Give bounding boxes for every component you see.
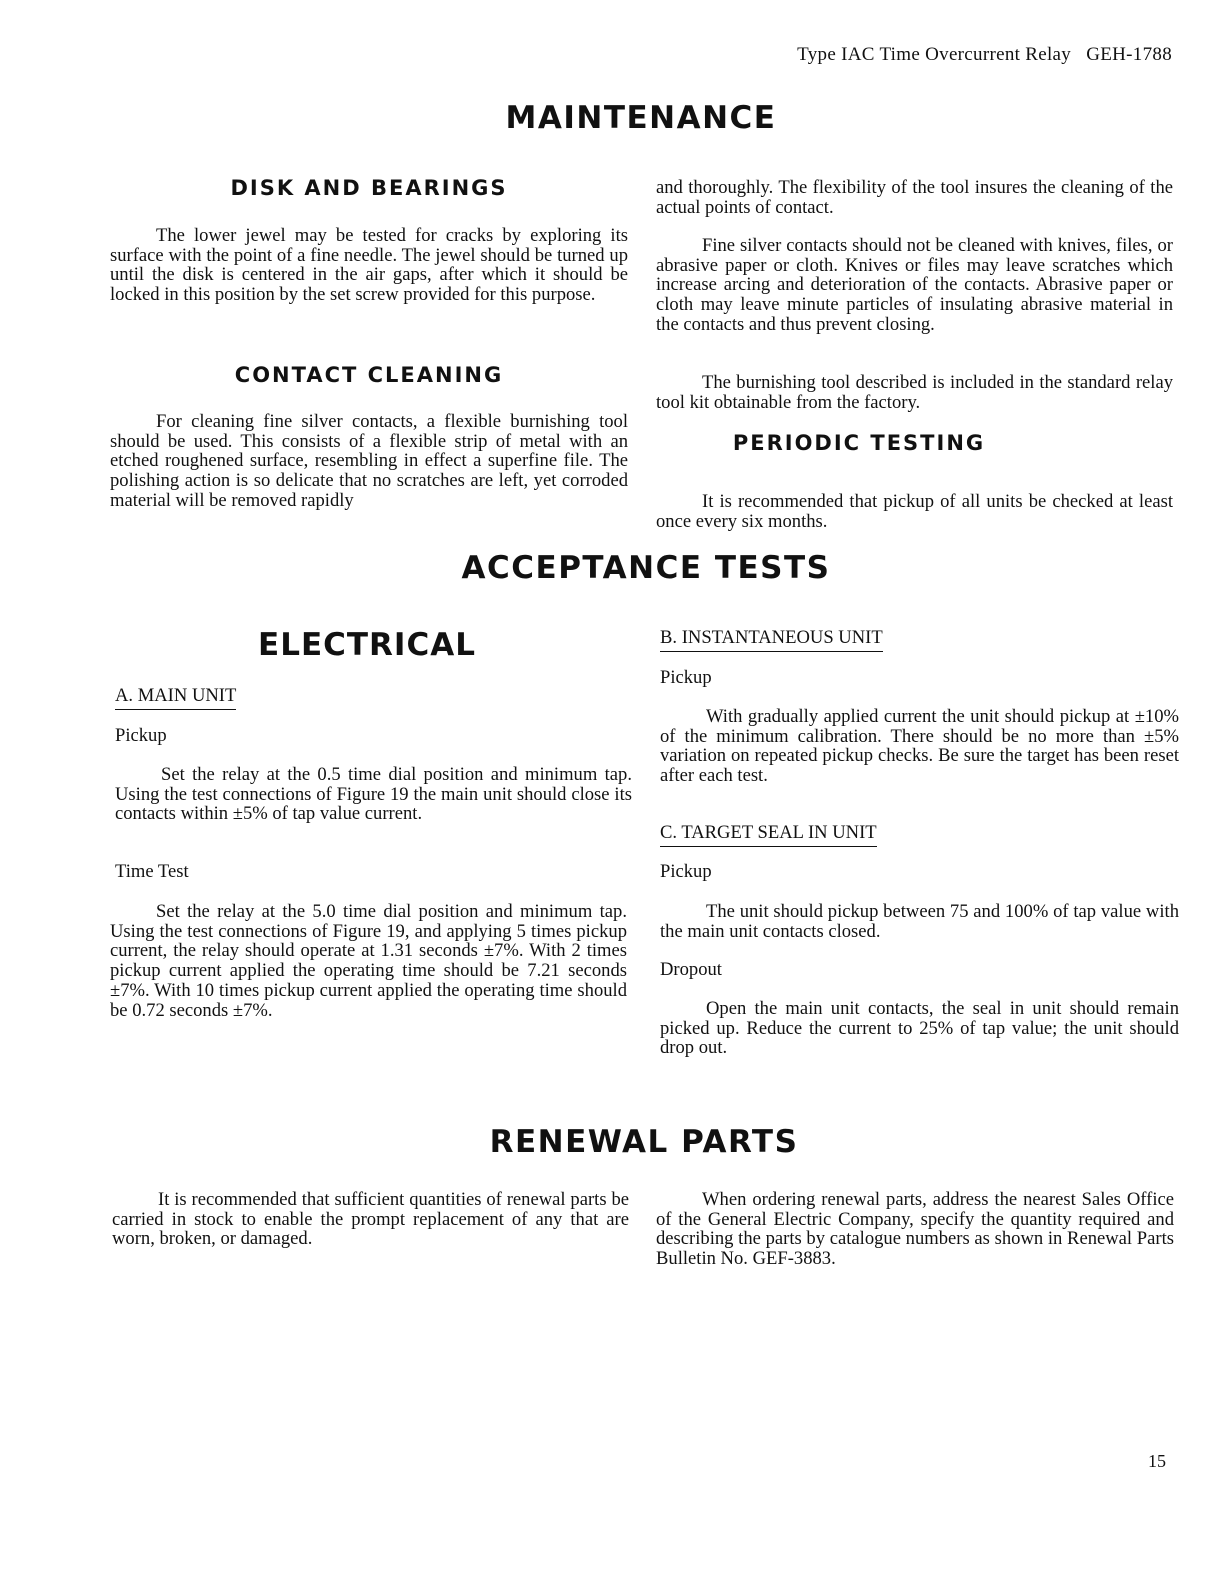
contact-cleaning-text: For cleaning fine silver contacts, a flexible burnishing tool should be used. This consists of a flexible strip of metal with an etched roughened surface, resembling in effect a superfine file. The polishing action is so delicate that no scratches are left, yet corroded material will be removed rapidly <box>110 411 628 511</box>
renewal-parts-text-right: When ordering renewal parts, address the nearest Sales Office of the General Electric Company, specify the quantity required and describing the parts by catalogue numbers as shown in Renewal Parts Bulletin No. GEF-3883. <box>656 1189 1174 1270</box>
renewal-parts-title: RENEWAL PARTS <box>489 1124 799 1160</box>
target-dropout-text: Open the main unit contacts, the seal in unit should remain picked up. Reduce the current to 25% of tap value; the unit should drop out. <box>660 998 1179 1059</box>
periodic-testing-heading: PERIODIC TESTING <box>732 431 986 455</box>
instantaneous-pickup-text: With gradually applied current the unit should pickup at ±10% of the minimum calibration. There should be no more than ±5% variation on repeated pickup checks. Be sure the target has been reset after each test. <box>660 706 1179 787</box>
target-pickup-label: Pickup <box>660 861 712 882</box>
time-test-text: Set the relay at the 5.0 time dial position and minimum tap. Using the test connections of Figure 19, and applying 5 times pickup current, the relay should operate at 1.31 seconds ±7%. With 2 times pickup current applied the operating time should be 7.21 seconds ±7%. With 10 times pickup current applied the operating time should be 0.72 seconds ±7%. <box>110 901 627 1021</box>
target-seal-heading-text: C. TARGET SEAL IN UNIT <box>660 823 877 847</box>
maintenance-title: MAINTENANCE <box>505 100 777 136</box>
main-unit-heading <box>115 686 236 710</box>
electrical-heading: ELECTRICAL <box>258 627 476 663</box>
periodic-testing-text: It is recommended that pickup of all units be checked at least once every six months. <box>656 491 1173 532</box>
acceptance-tests-title: ACCEPTANCE TESTS <box>461 550 831 586</box>
contact-cleaning-continued: and thoroughly. The flexibility of the tool insures the cleaning of the actual points of contact. <box>656 177 1173 218</box>
running-header: Type IAC Time Overcurrent Relay GEH-1788 <box>797 44 1172 65</box>
instantaneous-unit-heading-text: B. INSTANTANEOUS UNIT <box>660 628 883 652</box>
instantaneous-pickup-label: Pickup <box>660 667 712 688</box>
contact-cleaning-text-3: The burnishing tool described is included in the standard relay tool kit obtainable from the factory. <box>656 372 1173 413</box>
contact-cleaning-text-2: Fine silver contacts should not be cleaned with knives, files, or abrasive paper or cloth. Knives or files may leave scratches which increase arcing and deterioration of the contacts. Abrasive paper or cloth may leave minute particles of insulating abrasive material in the contacts and thus prevent closing. <box>656 235 1173 335</box>
main-unit-pickup-text: Set the relay at the 0.5 time dial position and minimum tap. Using the test connections of Figure 19 the main unit should close its contacts within ±5% of tap value current. <box>115 764 632 825</box>
disk-bearings-text: The lower jewel may be tested for cracks by exploring its surface with the point of a fine needle. The jewel should be turned up until the disk is centered in the air gaps, after which it should be locked in this position by the set screw provided for this purpose. <box>110 225 628 306</box>
page-number: 15 <box>1148 1451 1166 1471</box>
main-unit-heading-text: A. MAIN UNIT <box>115 686 236 710</box>
target-seal-heading <box>660 823 877 847</box>
instantaneous-unit-heading <box>660 628 883 652</box>
contact-cleaning-heading: CONTACT CLEANING <box>234 363 504 387</box>
renewal-parts-text-left: It is recommended that sufficient quantities of renewal parts be carried in stock to enable the prompt replacement of any that are worn, broken, or damaged. <box>112 1189 629 1250</box>
time-test-label: Time Test <box>115 861 189 882</box>
disk-bearings-heading: DISK AND BEARINGS <box>230 176 508 200</box>
main-unit-pickup-label: Pickup <box>115 725 167 746</box>
target-pickup-text: The unit should pickup between 75 and 100% of tap value with the main unit contacts closed. <box>660 901 1179 942</box>
target-dropout-label: Dropout <box>660 959 722 980</box>
